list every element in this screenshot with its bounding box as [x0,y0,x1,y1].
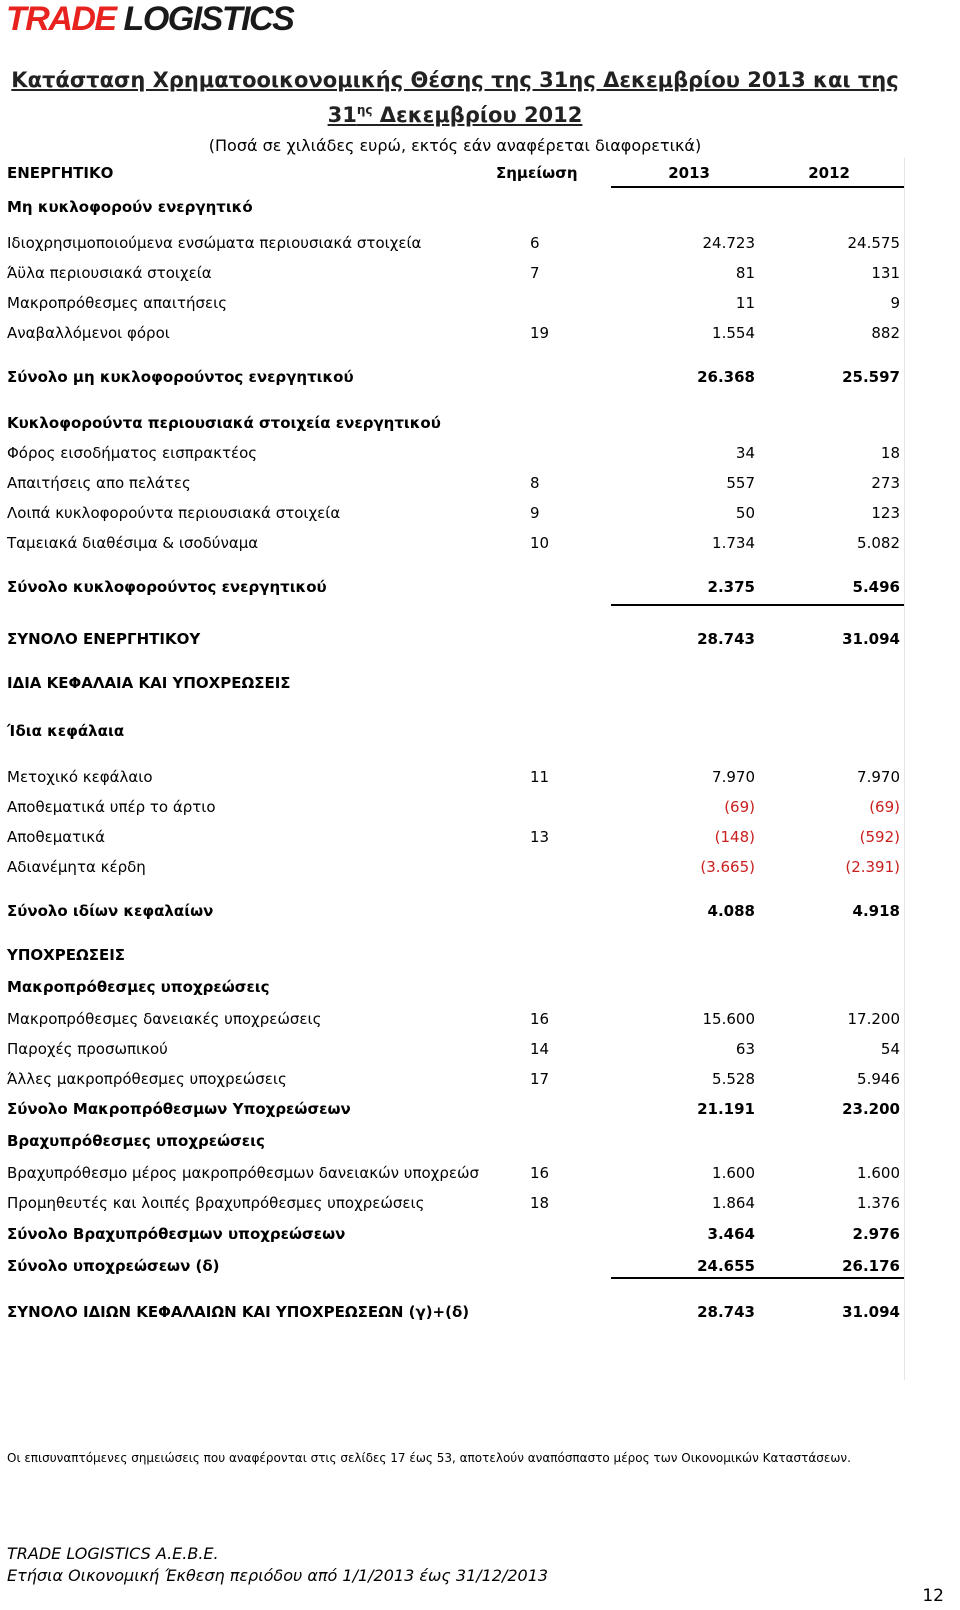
value-2013: 34 [735,444,755,462]
share-capital-row [0,764,960,790]
row-label: Προμηθευτές και λοιπές βραχυπρόθεσμες υποχρεώσεις [7,1194,425,1212]
value-2013: 24.655 [697,1257,755,1275]
st-total-row [0,1221,960,1247]
row-label: Ταμειακά διαθέσιμα & ισοδύναμα [7,534,259,552]
reserves-row [0,824,960,850]
notes-disclaimer: Οι επισυναπτόμενες σημειώσεις που αναφέρονται στις σελίδες 17 έως 53, αποτελούν αναπόσπαστο μέρος των Οικονομικών Καταστάσεων. [7,1451,851,1465]
total-rule [611,1277,904,1279]
footer-company: TRADE LOGISTICS A.E.B.E. [7,1544,219,1563]
equity-liabilities-heading [0,670,960,696]
row-label: Σύνολο ιδίων κεφαλαίων [7,902,214,920]
value-2013: 50 [735,504,755,522]
value-2012: 9 [890,294,900,312]
value-2013: 81 [735,264,755,282]
value-2013: (3.665) [700,858,755,876]
value-2012: 1.376 [857,1194,900,1212]
trade-receivables-row [0,470,960,496]
value-2013: (148) [714,828,755,846]
row-label: Ίδια κεφάλαια [7,722,125,740]
current-total-row [0,574,960,600]
lt-liabilities-heading [0,974,960,1000]
row-label: Μακροπρόθεσμες δανειακές υποχρεώσεις [7,1010,322,1028]
row-label: ΣΥΝΟΛΟ ΕΝΕΡΓΗΤΙΚΟΥ [7,630,201,648]
value-2012: 2.976 [852,1225,900,1243]
other-lt-liabilities-row [0,1066,960,1092]
value-2013: 26.368 [697,368,755,386]
row-label: Σύνολο Βραχυπρόθεσμων υποχρεώσεων [7,1225,346,1243]
row-note: 11 [530,768,550,786]
total-rule [611,604,904,606]
row-label: Μετοχικό κεφάλαιο [7,768,153,786]
payables-row [0,1190,960,1216]
value-2012: 4.918 [852,902,900,920]
row-note: 16 [530,1010,550,1028]
row-label: Σύνολο μη κυκλοφορούντος ενεργητικού [7,368,354,386]
value-2012: 123 [871,504,900,522]
row-label: Μακροπρόθεσμες υποχρεώσεις [7,978,270,996]
value-2012: 24.575 [847,234,900,252]
value-2013: 2.375 [707,578,755,596]
equity-heading [0,718,960,744]
st-borrowings-row [0,1160,960,1186]
row-label: Βραχυπρόθεσμο μέρος μακροπρόθεσμων δανειακών υποχρεώσ [7,1164,480,1182]
other-current-row [0,500,960,526]
row-label: Αποθεματικά [7,828,106,846]
value-2012: 882 [871,324,900,342]
value-2012: 31.094 [842,1303,900,1321]
value-2012: (69) [869,798,900,816]
row-note: 8 [530,474,540,492]
note-column-header: Σημείωση [496,164,578,182]
value-2013: 7.970 [712,768,755,786]
row-label: Φόρος εισοδήματος εισπρακτέος [7,444,258,462]
table-header [0,160,960,186]
value-2012: 54 [880,1040,900,1058]
row-label: Άλλες μακροπρόθεσμες υποχρεώσεις [7,1070,287,1088]
liabilities-heading [0,942,960,968]
noncurrent-total-row [0,364,960,390]
income-tax-receivable-row [0,440,960,466]
value-2013: 15.600 [702,1010,755,1028]
value-2012: 26.176 [842,1257,900,1275]
row-note: 6 [530,234,540,252]
value-2012: 131 [871,264,900,282]
row-label: ΣΥΝΟΛΟ ΙΔΙΩΝ ΚΕΦΑΛΑΙΩΝ ΚΑΙ ΥΠΟΧΡΕΩΣΕΩΝ (γ)+(δ) [7,1303,470,1321]
retained-earnings-row [0,854,960,880]
logo-part-trade: TRADE [6,0,116,38]
row-label: Λοιπά κυκλοφορούντα περιουσιακά στοιχεία [7,504,341,522]
value-2013: 24.723 [702,234,755,252]
row-note: 13 [530,828,550,846]
value-2013: 3.464 [707,1225,755,1243]
value-2013: 1.734 [712,534,755,552]
value-2012: 25.597 [842,368,900,386]
grand-total-row [0,1299,960,1325]
title-date-text: Δεκεμβρίου 2012 [372,103,583,127]
header-rule [611,186,904,188]
title-ordinal: ης [356,103,373,117]
company-logo [6,0,293,38]
value-2012: 1.600 [857,1164,900,1182]
liabilities-total-row [0,1253,960,1279]
row-label: Άϋλα περιουσιακά στοιχεία [7,264,212,282]
value-2012: (2.391) [845,858,900,876]
value-2012: 18 [880,444,900,462]
row-label: ΥΠΟΧΡΕΩΣΕΙΣ [7,946,126,964]
row-label: ΙΔΙΑ ΚΕΦΑΛΑΙΑ ΚΑΙ ΥΠΟΧΡΕΩΣΕΙΣ [7,674,291,692]
value-2013: (69) [724,798,755,816]
footer-report-period: Ετήσια Οικονομική Έκθεση περιόδου από 1/1/2013 έως 31/12/2013 [7,1566,549,1585]
row-label: Βραχυπρόθεσμες υποχρεώσεις [7,1132,265,1150]
value-2012: 7.970 [857,768,900,786]
page-number: 12 [922,1586,944,1606]
value-2013: 63 [735,1040,755,1058]
year-2013-header: 2013 [668,164,710,182]
row-label: Ιδιοχρησιμοποιούμενα ενσώματα περιουσιακά στοιχεία [7,234,422,252]
row-label: Σύνολο Μακροπρόθεσμων Υποχρεώσεων [7,1100,351,1118]
value-2012: 5.496 [852,578,900,596]
noncurrent-heading [0,194,960,220]
page-title-line1: Κατάσταση Χρηματοοικονομικής Θέσης της 31ης Δεκεμβρίου 2013 και της [11,68,899,92]
lt-borrowings-row [0,1006,960,1032]
row-label: Αδιανέμητα κέρδη [7,858,146,876]
row-note: 14 [530,1040,550,1058]
row-note: 17 [530,1070,550,1088]
lt-receivables-row [0,290,960,316]
row-label: Σύνολο κυκλοφορούντος ενεργητικού [7,578,327,596]
ppe-row [0,230,960,256]
row-note: 19 [530,324,550,342]
value-2013: 1.554 [712,324,755,342]
equity-total-row [0,898,960,924]
value-2012: 5.946 [857,1070,900,1088]
value-2013: 28.743 [697,1303,755,1321]
row-label: Μη κυκλοφορούν ενεργητικό [7,198,253,216]
value-2013: 557 [726,474,755,492]
value-2012: (592) [859,828,900,846]
value-2013: 11 [735,294,755,312]
total-assets-row [0,626,960,652]
row-label: Κυκλοφορούντα περιουσιακά στοιχεία ενεργητικού [7,414,441,432]
st-liabilities-heading [0,1128,960,1154]
logo-part-logistics: LOGISTICS [115,0,294,38]
page-title-line2 [0,96,910,129]
current-heading [0,410,960,436]
year-2012-header: 2012 [808,164,850,182]
row-label: Μακροπρόθεσμες απαιτήσεις [7,294,228,312]
value-2013: 28.743 [697,630,755,648]
row-note: 16 [530,1164,550,1182]
row-label: Σύνολο υποχρεώσεων (δ) [7,1257,220,1275]
deferred-tax-row [0,320,960,346]
row-note: 7 [530,264,540,282]
amounts-subtitle: (Ποσά σε χιλιάδες ευρώ, εκτός εάν αναφέρεται διαφορετικά) [208,136,702,155]
value-2012: 5.082 [857,534,900,552]
value-2013: 4.088 [707,902,755,920]
row-note: 10 [530,534,550,552]
row-note: 18 [530,1194,550,1212]
title-day: 31 [327,103,357,127]
share-premium-row [0,794,960,820]
row-note: 9 [530,504,540,522]
value-2013: 21.191 [697,1100,755,1118]
value-2012: 31.094 [842,630,900,648]
value-2012: 23.200 [842,1100,900,1118]
row-label: Παροχές προσωπικού [7,1040,168,1058]
employee-benefits-row [0,1036,960,1062]
row-label: Απαιτήσεις απο πελάτες [7,474,191,492]
row-label: Αναβαλλόμενοι φόροι [7,324,170,342]
value-2013: 1.864 [712,1194,755,1212]
cash-row [0,530,960,556]
section-assets-heading: ΕΝΕΡΓΗΤΙΚΟ [7,164,114,182]
intangibles-row [0,260,960,286]
value-2013: 5.528 [712,1070,755,1088]
row-label: Αποθεματικά υπέρ το άρτιο [7,798,216,816]
lt-total-row [0,1096,960,1122]
value-2012: 17.200 [847,1010,900,1028]
value-2012: 273 [871,474,900,492]
value-2013: 1.600 [712,1164,755,1182]
